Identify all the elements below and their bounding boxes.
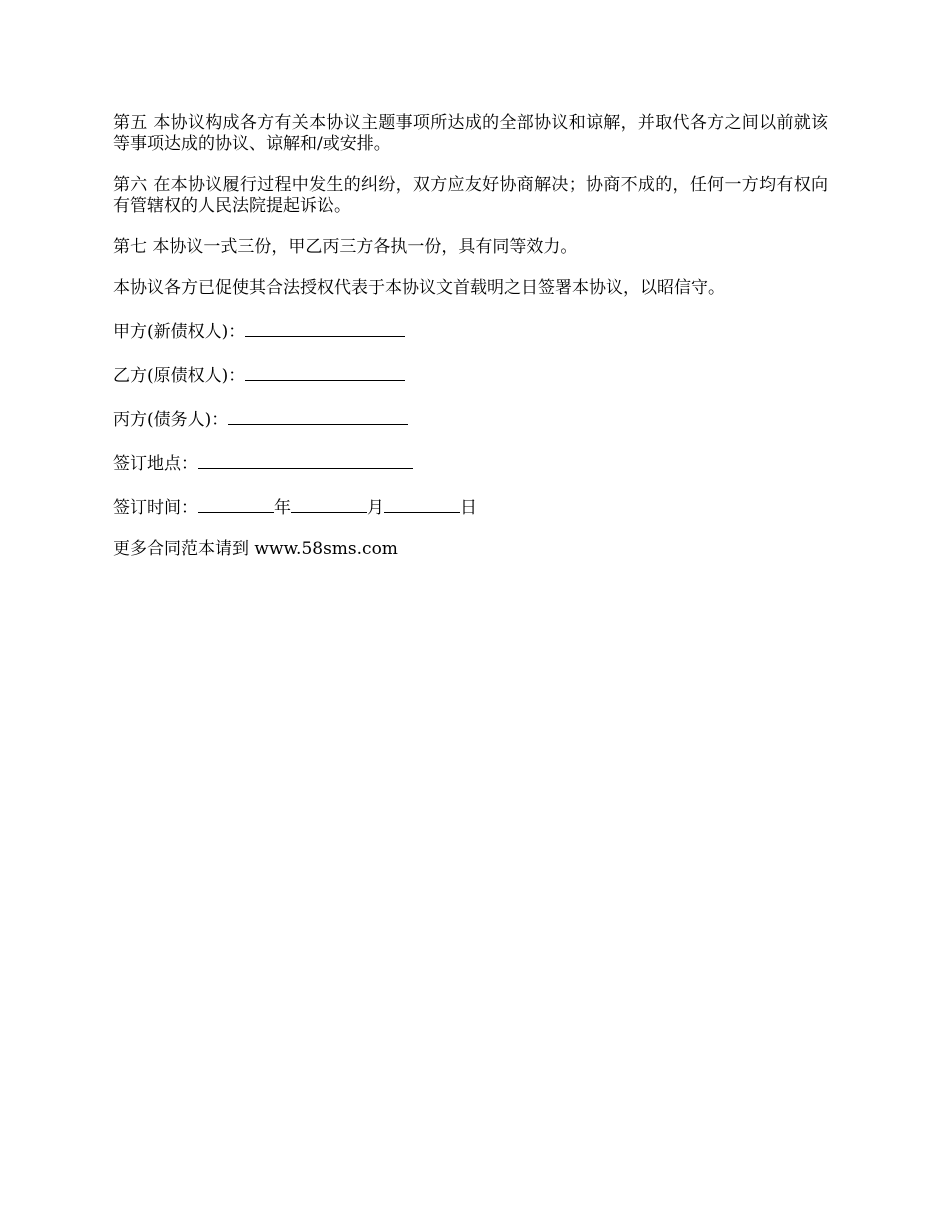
month-label: 月 — [367, 498, 384, 518]
day-blank[interactable] — [384, 495, 460, 513]
place-blank[interactable] — [198, 451, 413, 469]
date-line — [113, 495, 828, 519]
party-b-label: 乙方(原债权人)： — [113, 366, 246, 386]
closing-paragraph: 本协议各方已促使其合法授权代表于本协议文首载明之日签署本协议，以昭信守。 — [113, 278, 725, 298]
clause-6-paragraph: 第六 在本协议履行过程中发生的纠纷，双方应友好协商解决；协商不成的，任何一方均有权向有管辖权的人民法院提起诉讼。 — [113, 175, 828, 216]
party-c-label: 丙方(债务人)： — [113, 410, 229, 430]
place-label: 签订地点： — [113, 454, 198, 474]
document-page — [113, 113, 828, 580]
day-label: 日 — [460, 498, 477, 518]
party-a-label: 甲方(新债权人)： — [113, 322, 246, 342]
clause-5-paragraph: 第五 本协议构成各方有关本协议主题事项所达成的全部协议和谅解，并取代各方之间以前就该等事项达成的协议、谅解和/或安排。 — [113, 113, 828, 154]
party-a-signature-line — [113, 319, 828, 343]
party-b-blank[interactable] — [245, 363, 405, 381]
date-label: 签订时间： — [113, 498, 198, 518]
month-blank[interactable] — [291, 495, 367, 513]
place-line — [113, 451, 828, 475]
year-blank[interactable] — [198, 495, 274, 513]
party-a-blank[interactable] — [245, 319, 405, 337]
footer-text: 更多合同范本请到 www.58sms.com — [113, 539, 398, 559]
party-c-blank[interactable] — [228, 407, 408, 425]
party-c-signature-line — [113, 407, 828, 431]
party-b-signature-line — [113, 363, 828, 387]
year-label: 年 — [274, 498, 291, 518]
clause-7-paragraph: 第七 本协议一式三份，甲乙丙三方各执一份，具有同等效力。 — [113, 237, 578, 257]
